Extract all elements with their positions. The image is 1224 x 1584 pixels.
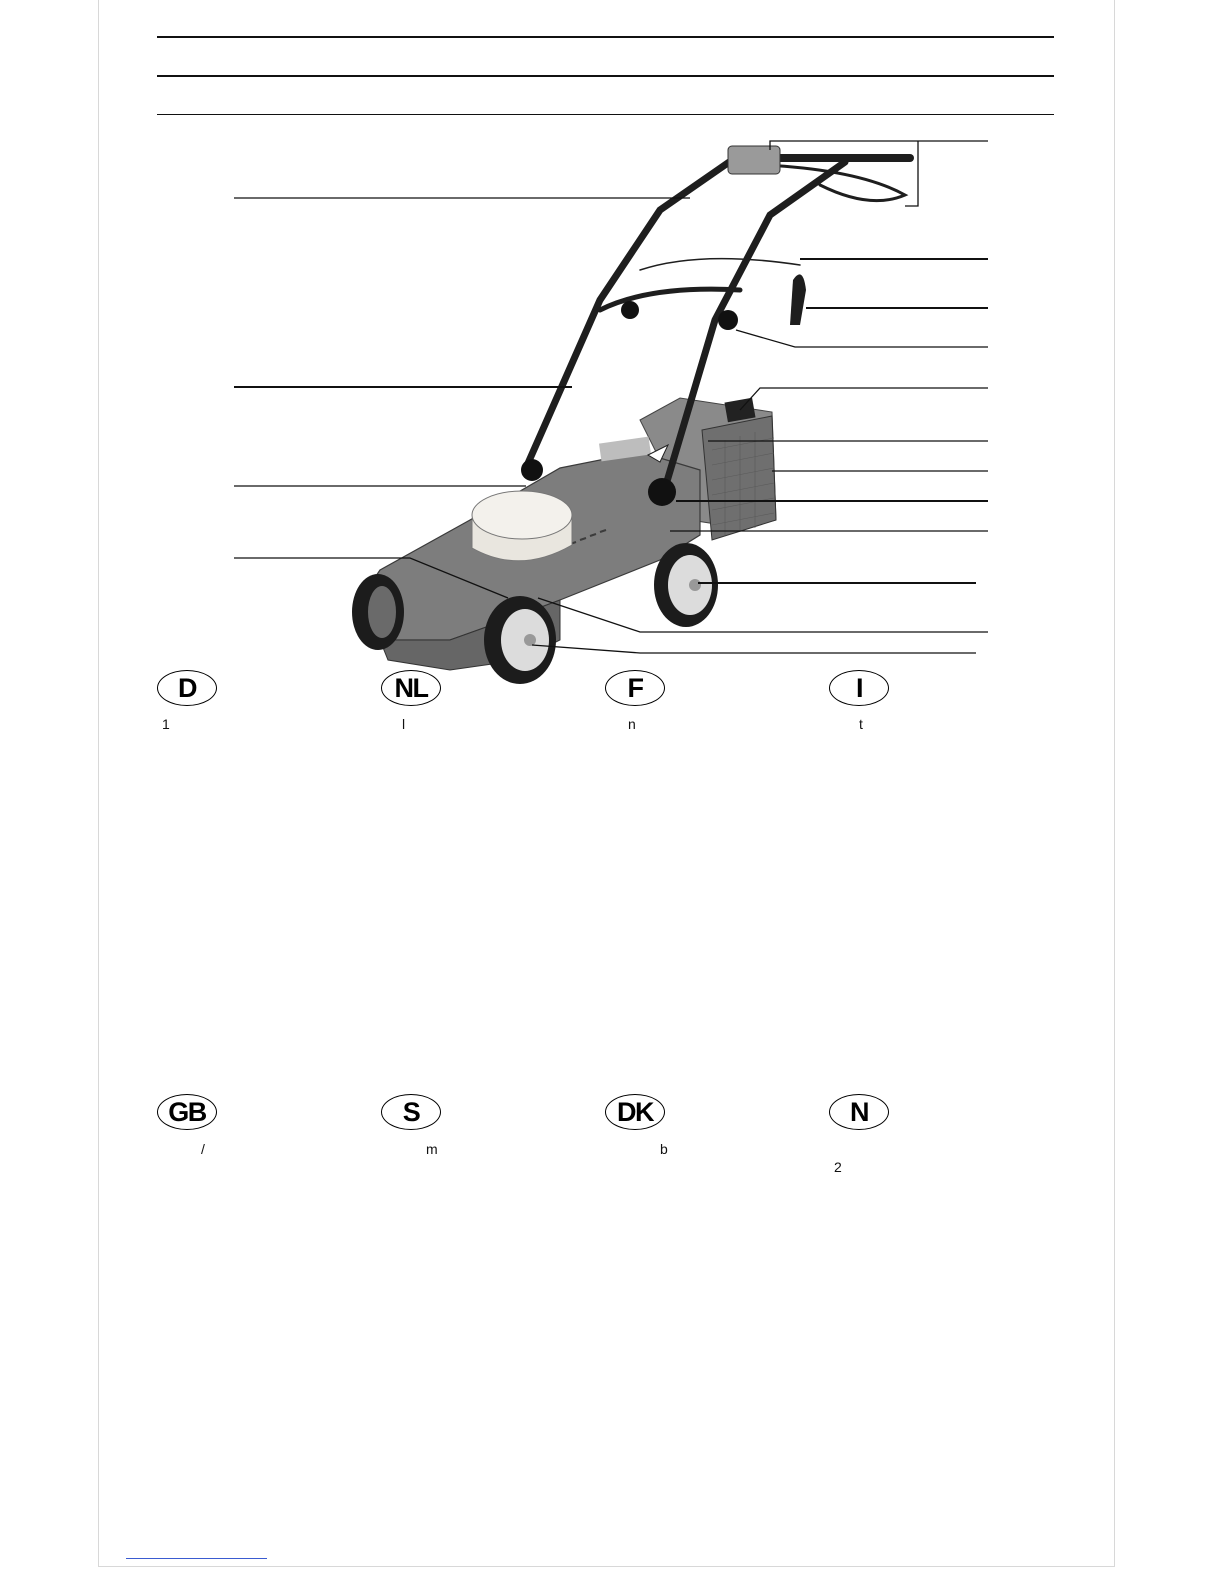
text-fragment-nl: l (402, 716, 406, 732)
handle-knob-right (718, 310, 738, 330)
motor-cover (472, 491, 572, 561)
lang-badge-dk: DK (605, 1094, 665, 1130)
text-fragment-d: 1 (162, 716, 170, 732)
text-fragment-dk: b (660, 1141, 668, 1157)
text-fragment-f: n (628, 716, 636, 732)
front-wheel (484, 596, 556, 684)
text-fragment-n: 2 (834, 1159, 842, 1175)
lang-badge-n: N (829, 1094, 889, 1130)
lang-badge-s: S (381, 1094, 441, 1130)
cable-plug (790, 274, 806, 325)
handle-mount-right (648, 478, 676, 506)
rear-wheel (654, 543, 718, 627)
lang-badge-d: D (157, 670, 217, 706)
footer-link-underline[interactable] (126, 1558, 267, 1559)
handle-knob-left (621, 301, 639, 319)
lang-badge-i: I (829, 670, 889, 706)
handle-mount-left (521, 459, 543, 481)
lang-badge-gb: GB (157, 1094, 217, 1130)
lang-badge-f: F (605, 670, 665, 706)
switch-box (728, 146, 780, 174)
lawn-mower-figure (0, 0, 1224, 700)
text-fragment-gb: / (201, 1141, 205, 1157)
text-fragment-i: t (859, 716, 863, 732)
front-wheel-left (352, 574, 404, 650)
lang-badge-nl: NL (381, 670, 441, 706)
text-fragment-s: m (426, 1141, 438, 1157)
